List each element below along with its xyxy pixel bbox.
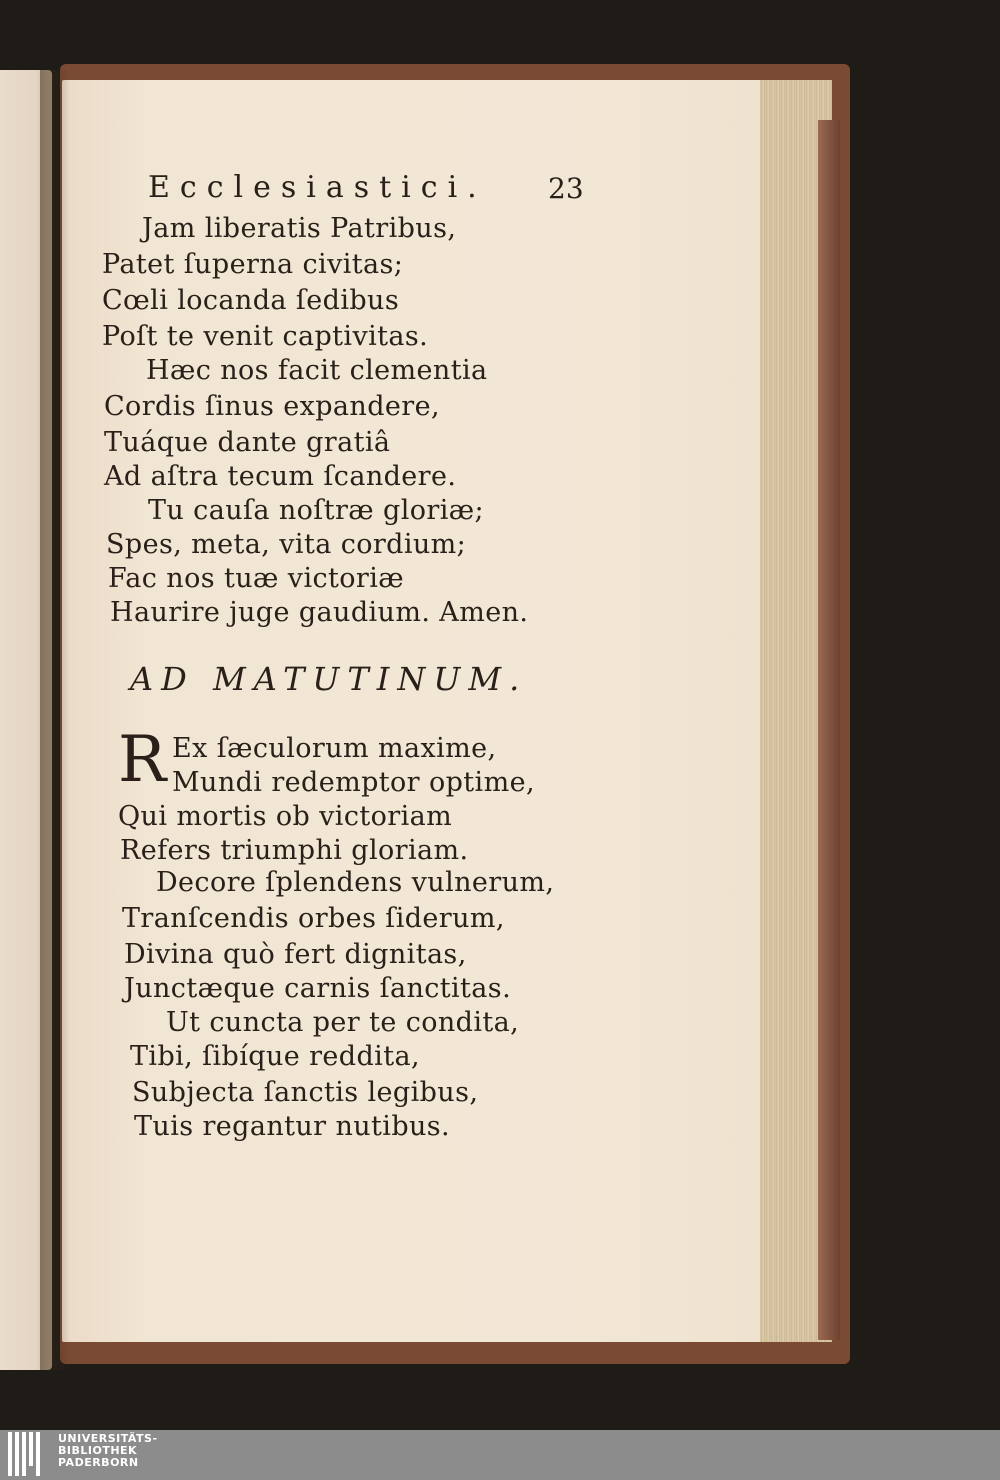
verse-line: Tuis regantur nutibus. <box>134 1111 451 1142</box>
verse-line: Jam liberatis Patribus, <box>142 213 457 244</box>
library-name <box>58 1433 158 1469</box>
verse-line: Haurire juge gaudium. Amen. <box>110 597 529 628</box>
verse-line: Divina quò fert dignitas, <box>124 939 467 970</box>
drop-cap: R <box>118 723 167 797</box>
verse-line: Ut cuncta per te condita, <box>166 1007 520 1038</box>
verse-line: Refers triumphi gloriam. <box>120 835 469 866</box>
verse-line: Qui mortis ob victoriam <box>118 801 453 832</box>
library-logo-icon <box>8 1432 48 1476</box>
verse-line: Ex ſæculorum maxime, <box>172 733 497 764</box>
verse-line: Fac nos tuæ victoriæ <box>108 563 405 594</box>
library-name-line: UNIVERSITÄTS- <box>58 1432 158 1445</box>
verse-line: Tuáque dante gratiâ <box>104 427 391 458</box>
verse-line: Tranſcendis orbes ſiderum, <box>122 903 505 934</box>
library-name-line: BIBLIOTHEK <box>58 1444 138 1457</box>
verse-line: Cordis ſinus expandere, <box>104 391 440 422</box>
verse-line: Mundi redemptor optime, <box>172 767 535 798</box>
verse-line: Tibi, ſibíque reddita, <box>130 1041 420 1072</box>
verse-line: Ad aſtra tecum ſcandere. <box>104 461 457 492</box>
verse-line: Junctæque carnis ſanctitas. <box>124 973 512 1004</box>
verse-line: Subjecta ſanctis legibus, <box>132 1077 479 1108</box>
verse-line: Tu cauſa noſtræ gloriæ; <box>148 495 485 526</box>
verse-line: Decore ſplendens vulnerum, <box>156 867 555 898</box>
verse-line: Patet ſuperna civitas; <box>102 249 404 280</box>
running-header: Ecclesiastici. <box>148 170 487 205</box>
library-name-line: PADERBORN <box>58 1456 139 1469</box>
verse-line: Cœli locanda ſedibus <box>102 285 400 316</box>
verse-line: Hæc nos facit clementia <box>146 355 488 386</box>
verse-line: Poſt te venit captivitas. <box>102 321 429 352</box>
page-number: 23 <box>548 172 584 205</box>
section-title: AD MATUTINUM. <box>130 660 528 698</box>
verse-line: Spes, meta, vita cordium; <box>106 529 467 560</box>
